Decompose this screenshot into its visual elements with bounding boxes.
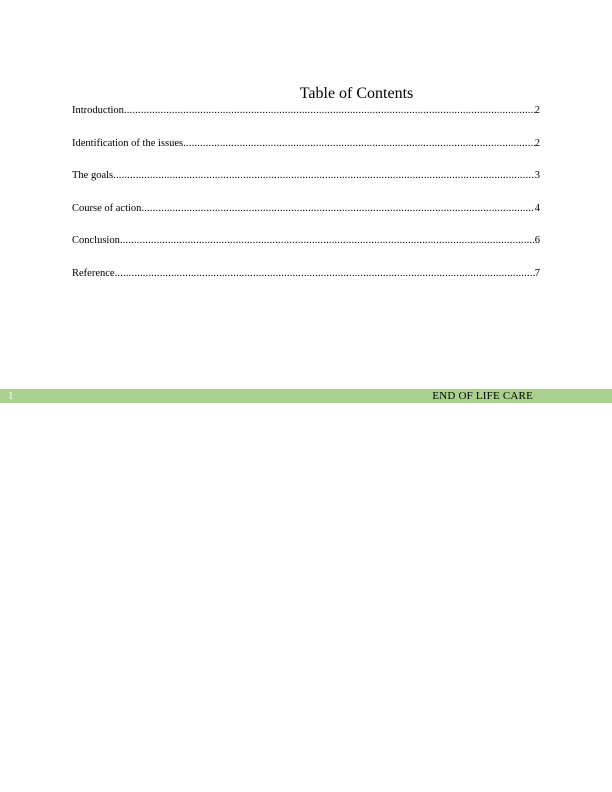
toc-entry-label: Conclusion bbox=[72, 235, 120, 247]
toc-entry-page: 2 bbox=[534, 105, 540, 116]
toc-entry-page: 7 bbox=[534, 267, 540, 279]
toc-entry-introduction[interactable] bbox=[72, 104, 540, 137]
toc-dot-leader bbox=[115, 267, 535, 281]
toc-entry-label: Introduction bbox=[72, 105, 124, 116]
toc-entry-label: Reference bbox=[72, 267, 115, 279]
toc-dot-leader bbox=[183, 137, 535, 151]
toc-entry-identification-of-the-issues[interactable] bbox=[72, 137, 540, 170]
toc-entry-page: 4 bbox=[534, 202, 540, 214]
toc-title: Table of Contents bbox=[299, 85, 414, 102]
toc-dot-leader bbox=[124, 104, 535, 118]
toc-entry-label: The goals bbox=[72, 170, 114, 182]
toc-entry-reference[interactable] bbox=[72, 267, 540, 300]
toc-entry-the-goals[interactable] bbox=[72, 169, 540, 202]
running-head-title: END OF LIFE CARE bbox=[432, 390, 533, 402]
toc-entry-conclusion[interactable] bbox=[72, 234, 540, 267]
running-header-band bbox=[0, 389, 612, 403]
toc-entry-page: 2 bbox=[534, 137, 540, 149]
toc-dot-leader bbox=[113, 169, 535, 183]
page-number: 1 bbox=[8, 390, 14, 402]
toc-entry-label: Course of action bbox=[72, 202, 142, 214]
toc-dot-leader bbox=[120, 234, 535, 248]
toc-entry-page: 6 bbox=[534, 235, 540, 247]
toc-entry-course-of-action[interactable] bbox=[72, 202, 540, 235]
toc-entry-page: 3 bbox=[534, 170, 540, 182]
toc-list bbox=[72, 104, 540, 300]
toc-dot-leader bbox=[141, 202, 534, 216]
toc-entry-label: Identification of the issues bbox=[72, 137, 184, 149]
